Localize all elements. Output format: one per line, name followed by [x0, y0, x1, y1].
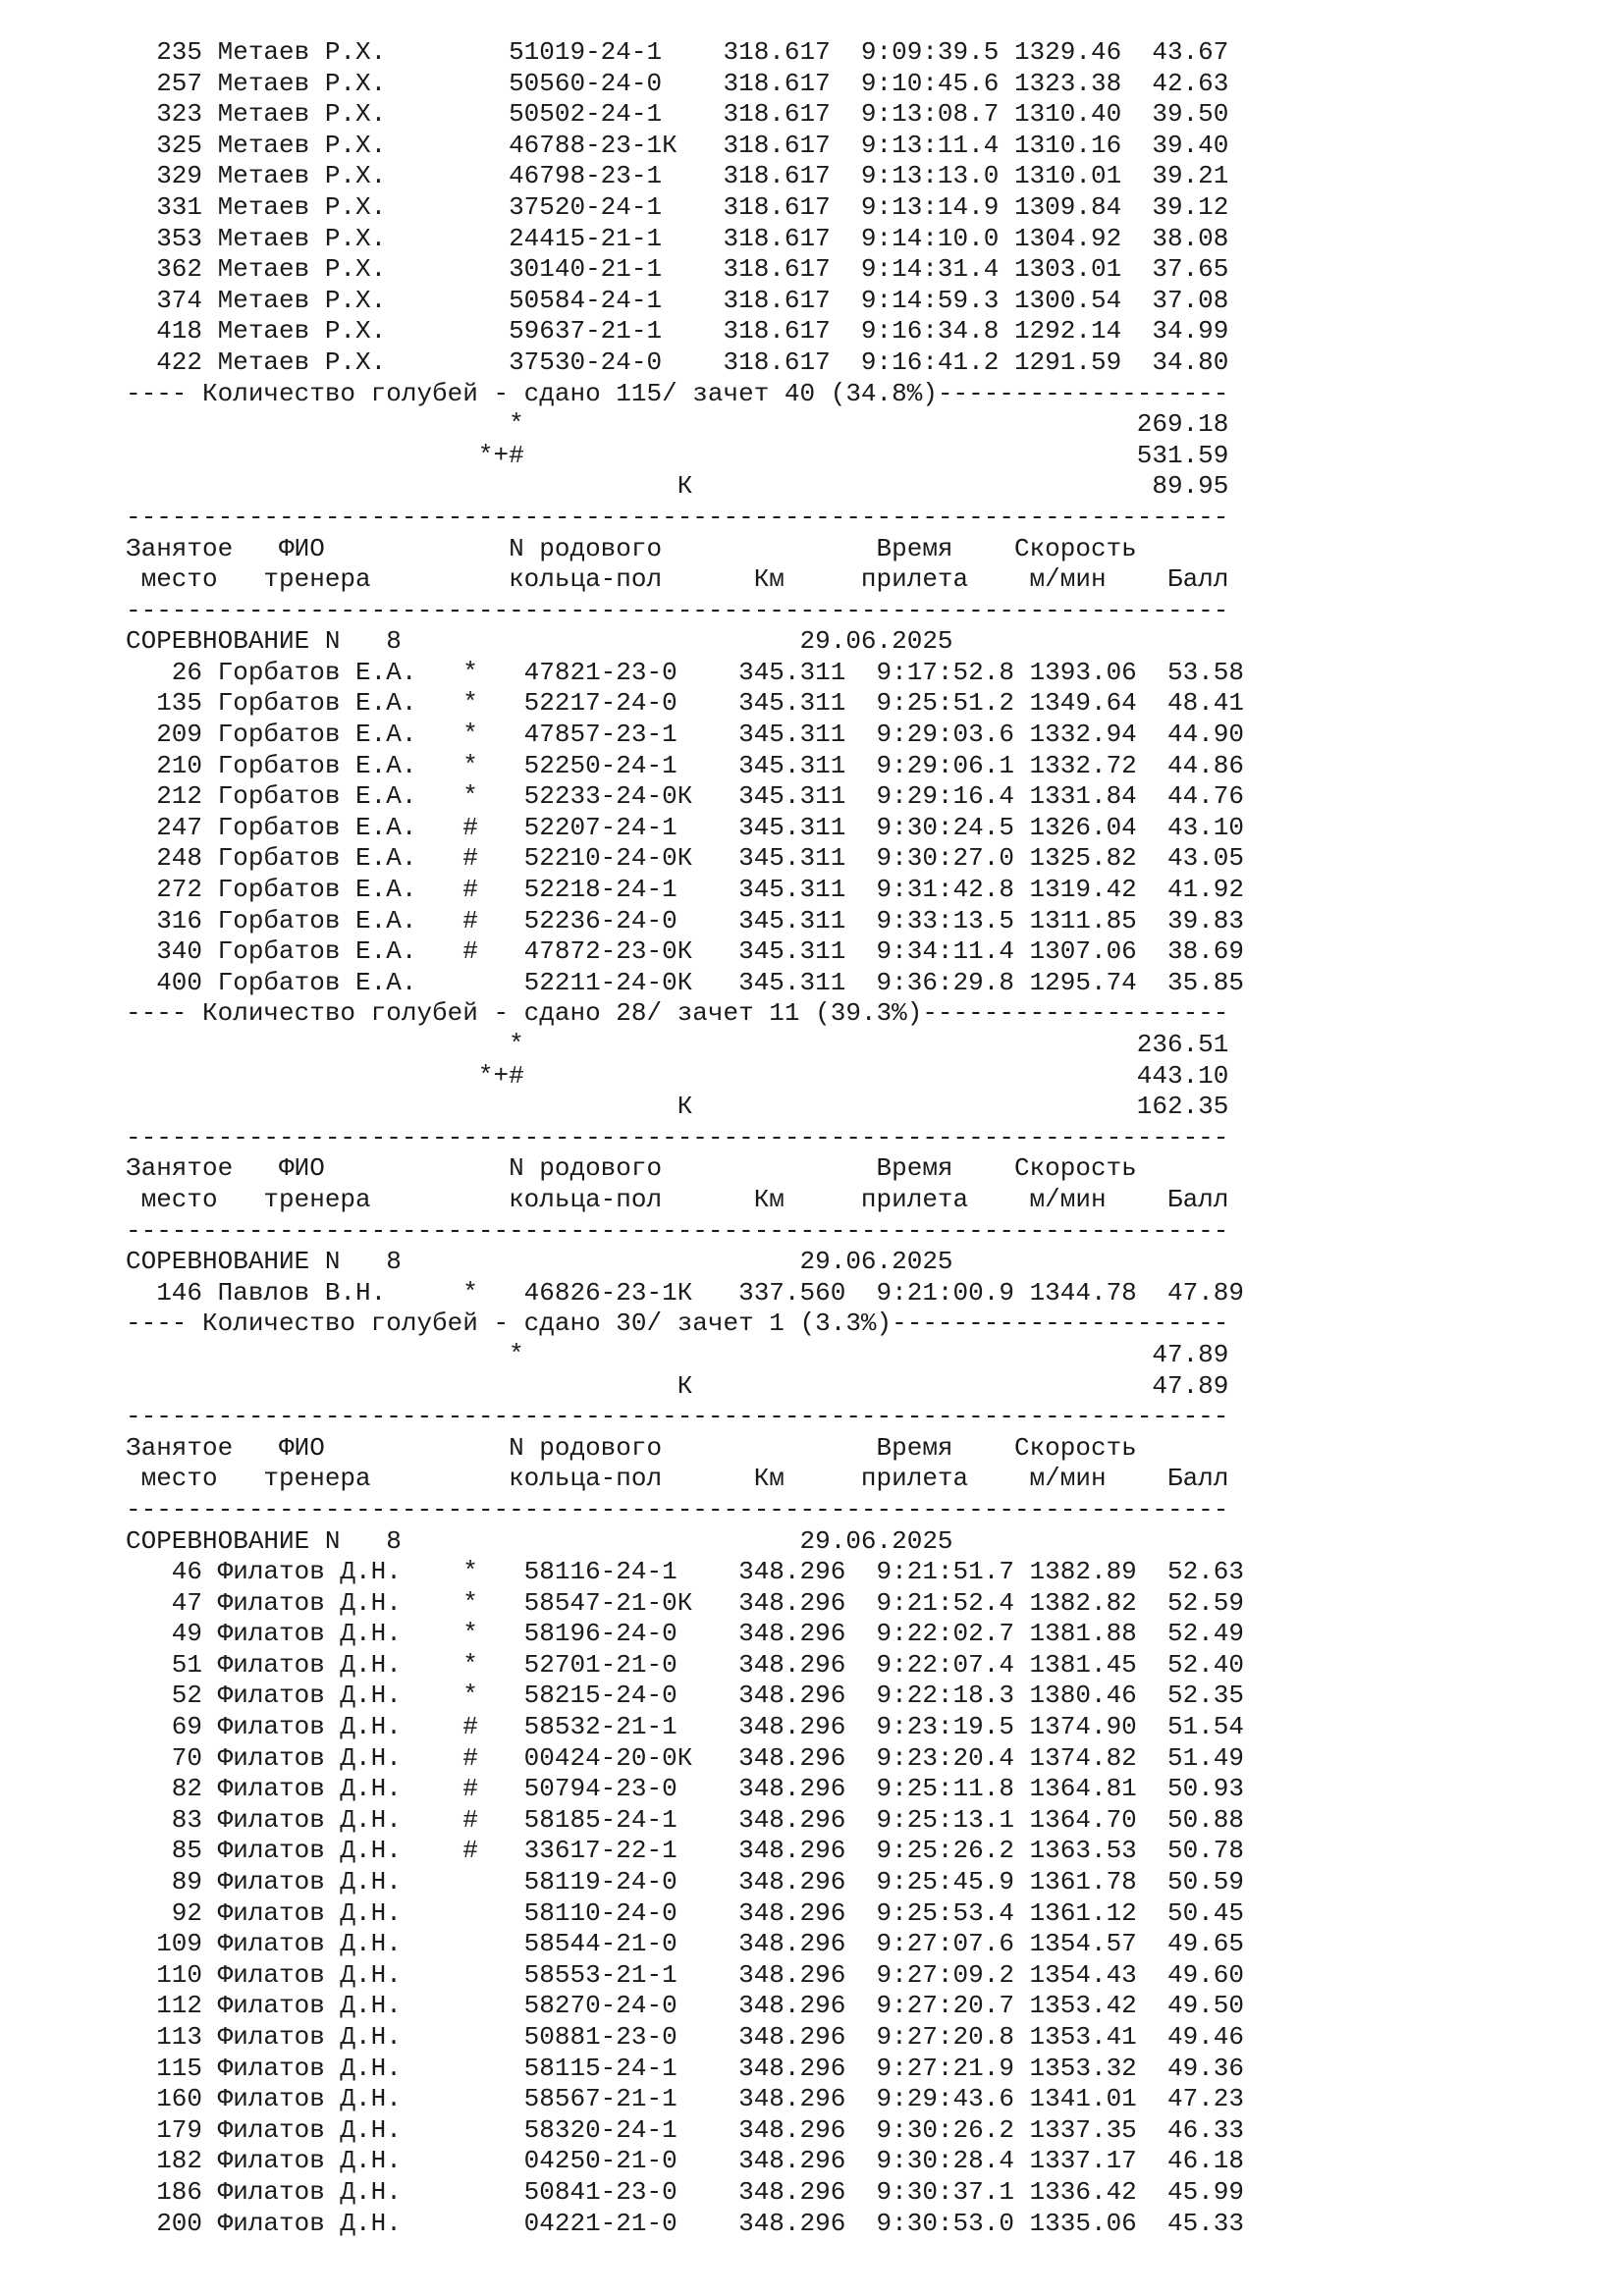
column-header: место тренера кольца-пол Км прилета м/мин Балл: [126, 1184, 1229, 1214]
result-row: 209 Горбатов Е.А. * 47857-23-1 345.311 9:29:03.6 1332.94 44.90: [126, 720, 1244, 750]
score-total: *+# 443.10: [126, 1060, 1229, 1091]
score-total: К 162.35: [126, 1092, 1229, 1122]
result-row: 160 Филатов Д.Н. 58567-21-1 348.296 9:29:43.6 1341.01 47.23: [126, 2084, 1244, 2114]
result-row: 186 Филатов Д.Н. 50841-23-0 348.296 9:30:37.1 1336.42 45.99: [126, 2176, 1244, 2207]
result-row: 248 Горбатов Е.А. # 52210-24-0К 345.311 9:30:27.0 1325.82 43.05: [126, 843, 1244, 874]
result-row: 235 Метаев Р.Х. 51019-24-1 318.617 9:09:39.5 1329.46 43.67: [126, 37, 1229, 67]
separator-line: ------------------------------------------------------------------------: [126, 1215, 1229, 1246]
separator-line: ------------------------------------------------------------------------: [126, 1122, 1229, 1152]
result-row: 418 Метаев Р.Х. 59637-21-1 318.617 9:16:34.8 1292.14 34.99: [126, 316, 1229, 347]
result-row: 110 Филатов Д.Н. 58553-21-1 348.296 9:27:09.2 1354.43 49.60: [126, 1959, 1244, 1990]
score-total: К 47.89: [126, 1370, 1229, 1401]
column-header: Занятое ФИО N родового Время Скорость: [126, 1432, 1137, 1463]
result-row: 331 Метаев Р.Х. 37520-24-1 318.617 9:13:14.9 1309.84 39.12: [126, 191, 1229, 222]
result-row: 115 Филатов Д.Н. 58115-24-1 348.296 9:27:21.9 1353.32 49.36: [126, 2053, 1244, 2083]
result-row: 85 Филатов Д.Н. # 33617-22-1 348.296 9:25:26.2 1363.53 50.78: [126, 1836, 1244, 1866]
result-row: 70 Филатов Д.Н. # 00424-20-0К 348.296 9:23:20.4 1374.82 51.49: [126, 1742, 1244, 1773]
column-header: Занятое ФИО N родового Время Скорость: [126, 1153, 1137, 1184]
result-row: 272 Горбатов Е.А. # 52218-24-1 345.311 9:31:42.8 1319.42 41.92: [126, 875, 1244, 905]
result-row: 247 Горбатов Е.А. # 52207-24-1 345.311 9:30:24.5 1326.04 43.10: [126, 812, 1244, 842]
pigeon-count-summary: ---- Количество голубей - сдано 30/ зачет 1 (3.3%)----------------------: [126, 1308, 1229, 1339]
result-row: 82 Филатов Д.Н. # 50794-23-0 348.296 9:25:11.8 1364.81 50.93: [126, 1774, 1244, 1804]
result-row: 212 Горбатов Е.А. * 52233-24-0К 345.311 9:29:16.4 1331.84 44.76: [126, 781, 1244, 812]
result-row: 325 Метаев Р.Х. 46788-23-1К 318.617 9:13:11.4 1310.16 39.40: [126, 130, 1229, 160]
result-row: 422 Метаев Р.Х. 37530-24-0 318.617 9:16:41.2 1291.59 34.80: [126, 347, 1229, 377]
column-header: Занятое ФИО N родового Время Скорость: [126, 533, 1137, 563]
result-row: 113 Филатов Д.Н. 50881-23-0 348.296 9:27:20.8 1353.41 49.46: [126, 2022, 1244, 2052]
result-row: 179 Филатов Д.Н. 58320-24-1 348.296 9:30:26.2 1337.35 46.33: [126, 2114, 1244, 2145]
result-row: 135 Горбатов Е.А. * 52217-24-0 345.311 9:25:51.2 1349.64 48.41: [126, 688, 1244, 719]
result-row: 182 Филатов Д.Н. 04250-21-0 348.296 9:30:28.4 1337.17 46.18: [126, 2146, 1244, 2176]
competition-header: СОРЕВНОВАНИЕ N 8 29.06.2025: [126, 626, 953, 657]
pigeon-count-summary: ---- Количество голубей - сдано 28/ зачет 11 (39.3%)--------------------: [126, 998, 1229, 1029]
pigeon-count-summary: ---- Количество голубей - сдано 115/ зачет 40 (34.8%)-------------------: [126, 378, 1229, 408]
separator-line: ------------------------------------------------------------------------: [126, 595, 1229, 625]
result-row: 400 Горбатов Е.А. 52211-24-0К 345.311 9:36:29.8 1295.74 35.85: [126, 967, 1244, 997]
result-row: 109 Филатов Д.Н. 58544-21-0 348.296 9:27:07.6 1354.57 49.65: [126, 1929, 1244, 1959]
race-results-printout: [126, 37, 1244, 2239]
result-row: 112 Филатов Д.Н. 58270-24-0 348.296 9:27:20.7 1353.42 49.50: [126, 1991, 1244, 2021]
result-row: 52 Филатов Д.Н. * 58215-24-0 348.296 9:22:18.3 1380.46 52.35: [126, 1681, 1244, 1711]
result-row: 83 Филатов Д.Н. # 58185-24-1 348.296 9:25:13.1 1364.70 50.88: [126, 1804, 1244, 1835]
result-row: 146 Павлов В.Н. * 46826-23-1К 337.560 9:21:00.9 1344.78 47.89: [126, 1277, 1244, 1308]
result-row: 210 Горбатов Е.А. * 52250-24-1 345.311 9:29:06.1 1332.72 44.86: [126, 750, 1244, 780]
score-total: * 269.18: [126, 409, 1229, 440]
separator-line: ------------------------------------------------------------------------: [126, 502, 1229, 532]
result-row: 374 Метаев Р.Х. 50584-24-1 318.617 9:14:59.3 1300.54 37.08: [126, 285, 1229, 315]
result-row: 200 Филатов Д.Н. 04221-21-0 348.296 9:30:53.0 1335.06 45.33: [126, 2208, 1244, 2238]
column-header: место тренера кольца-пол Км прилета м/мин Балл: [126, 564, 1229, 595]
result-row: 323 Метаев Р.Х. 50502-24-1 318.617 9:13:08.7 1310.40 39.50: [126, 99, 1229, 130]
score-total: *+# 531.59: [126, 440, 1229, 470]
competition-header: СОРЕВНОВАНИЕ N 8 29.06.2025: [126, 1525, 953, 1556]
result-row: 47 Филатов Д.Н. * 58547-21-0К 348.296 9:21:52.4 1382.82 52.59: [126, 1587, 1244, 1618]
result-row: 89 Филатов Д.Н. 58119-24-0 348.296 9:25:45.9 1361.78 50.59: [126, 1867, 1244, 1897]
result-row: 257 Метаев Р.Х. 50560-24-0 318.617 9:10:45.6 1323.38 42.63: [126, 68, 1229, 98]
result-row: 92 Филатов Д.Н. 58110-24-0 348.296 9:25:53.4 1361.12 50.45: [126, 1897, 1244, 1928]
result-row: 362 Метаев Р.Х. 30140-21-1 318.617 9:14:31.4 1303.01 37.65: [126, 254, 1229, 285]
result-row: 26 Горбатов Е.А. * 47821-23-0 345.311 9:17:52.8 1393.06 53.58: [126, 657, 1244, 687]
result-row: 329 Метаев Р.Х. 46798-23-1 318.617 9:13:13.0 1310.01 39.21: [126, 161, 1229, 191]
result-row: 46 Филатов Д.Н. * 58116-24-1 348.296 9:21:51.7 1382.89 52.63: [126, 1557, 1244, 1587]
score-total: * 236.51: [126, 1030, 1229, 1059]
result-row: 353 Метаев Р.Х. 24415-21-1 318.617 9:14:10.0 1304.92 38.08: [126, 223, 1229, 253]
separator-line: ------------------------------------------------------------------------: [126, 1494, 1229, 1524]
result-row: 340 Горбатов Е.А. # 47872-23-0К 345.311 9:34:11.4 1307.06 38.69: [126, 936, 1244, 967]
separator-line: ------------------------------------------------------------------------: [126, 1402, 1229, 1432]
result-row: 49 Филатов Д.Н. * 58196-24-0 348.296 9:22:02.7 1381.88 52.49: [126, 1619, 1244, 1649]
competition-header: СОРЕВНОВАНИЕ N 8 29.06.2025: [126, 1247, 953, 1277]
score-total: К 89.95: [126, 471, 1229, 502]
result-row: 51 Филатов Д.Н. * 52701-21-0 348.296 9:22:07.4 1381.45 52.40: [126, 1649, 1244, 1680]
score-total: * 47.89: [126, 1339, 1229, 1369]
result-row: 69 Филатов Д.Н. # 58532-21-1 348.296 9:23:19.5 1374.90 51.54: [126, 1712, 1244, 1742]
column-header: место тренера кольца-пол Км прилета м/мин Балл: [126, 1464, 1229, 1494]
result-row: 316 Горбатов Е.А. # 52236-24-0 345.311 9:33:13.5 1311.85 39.83: [126, 905, 1244, 935]
